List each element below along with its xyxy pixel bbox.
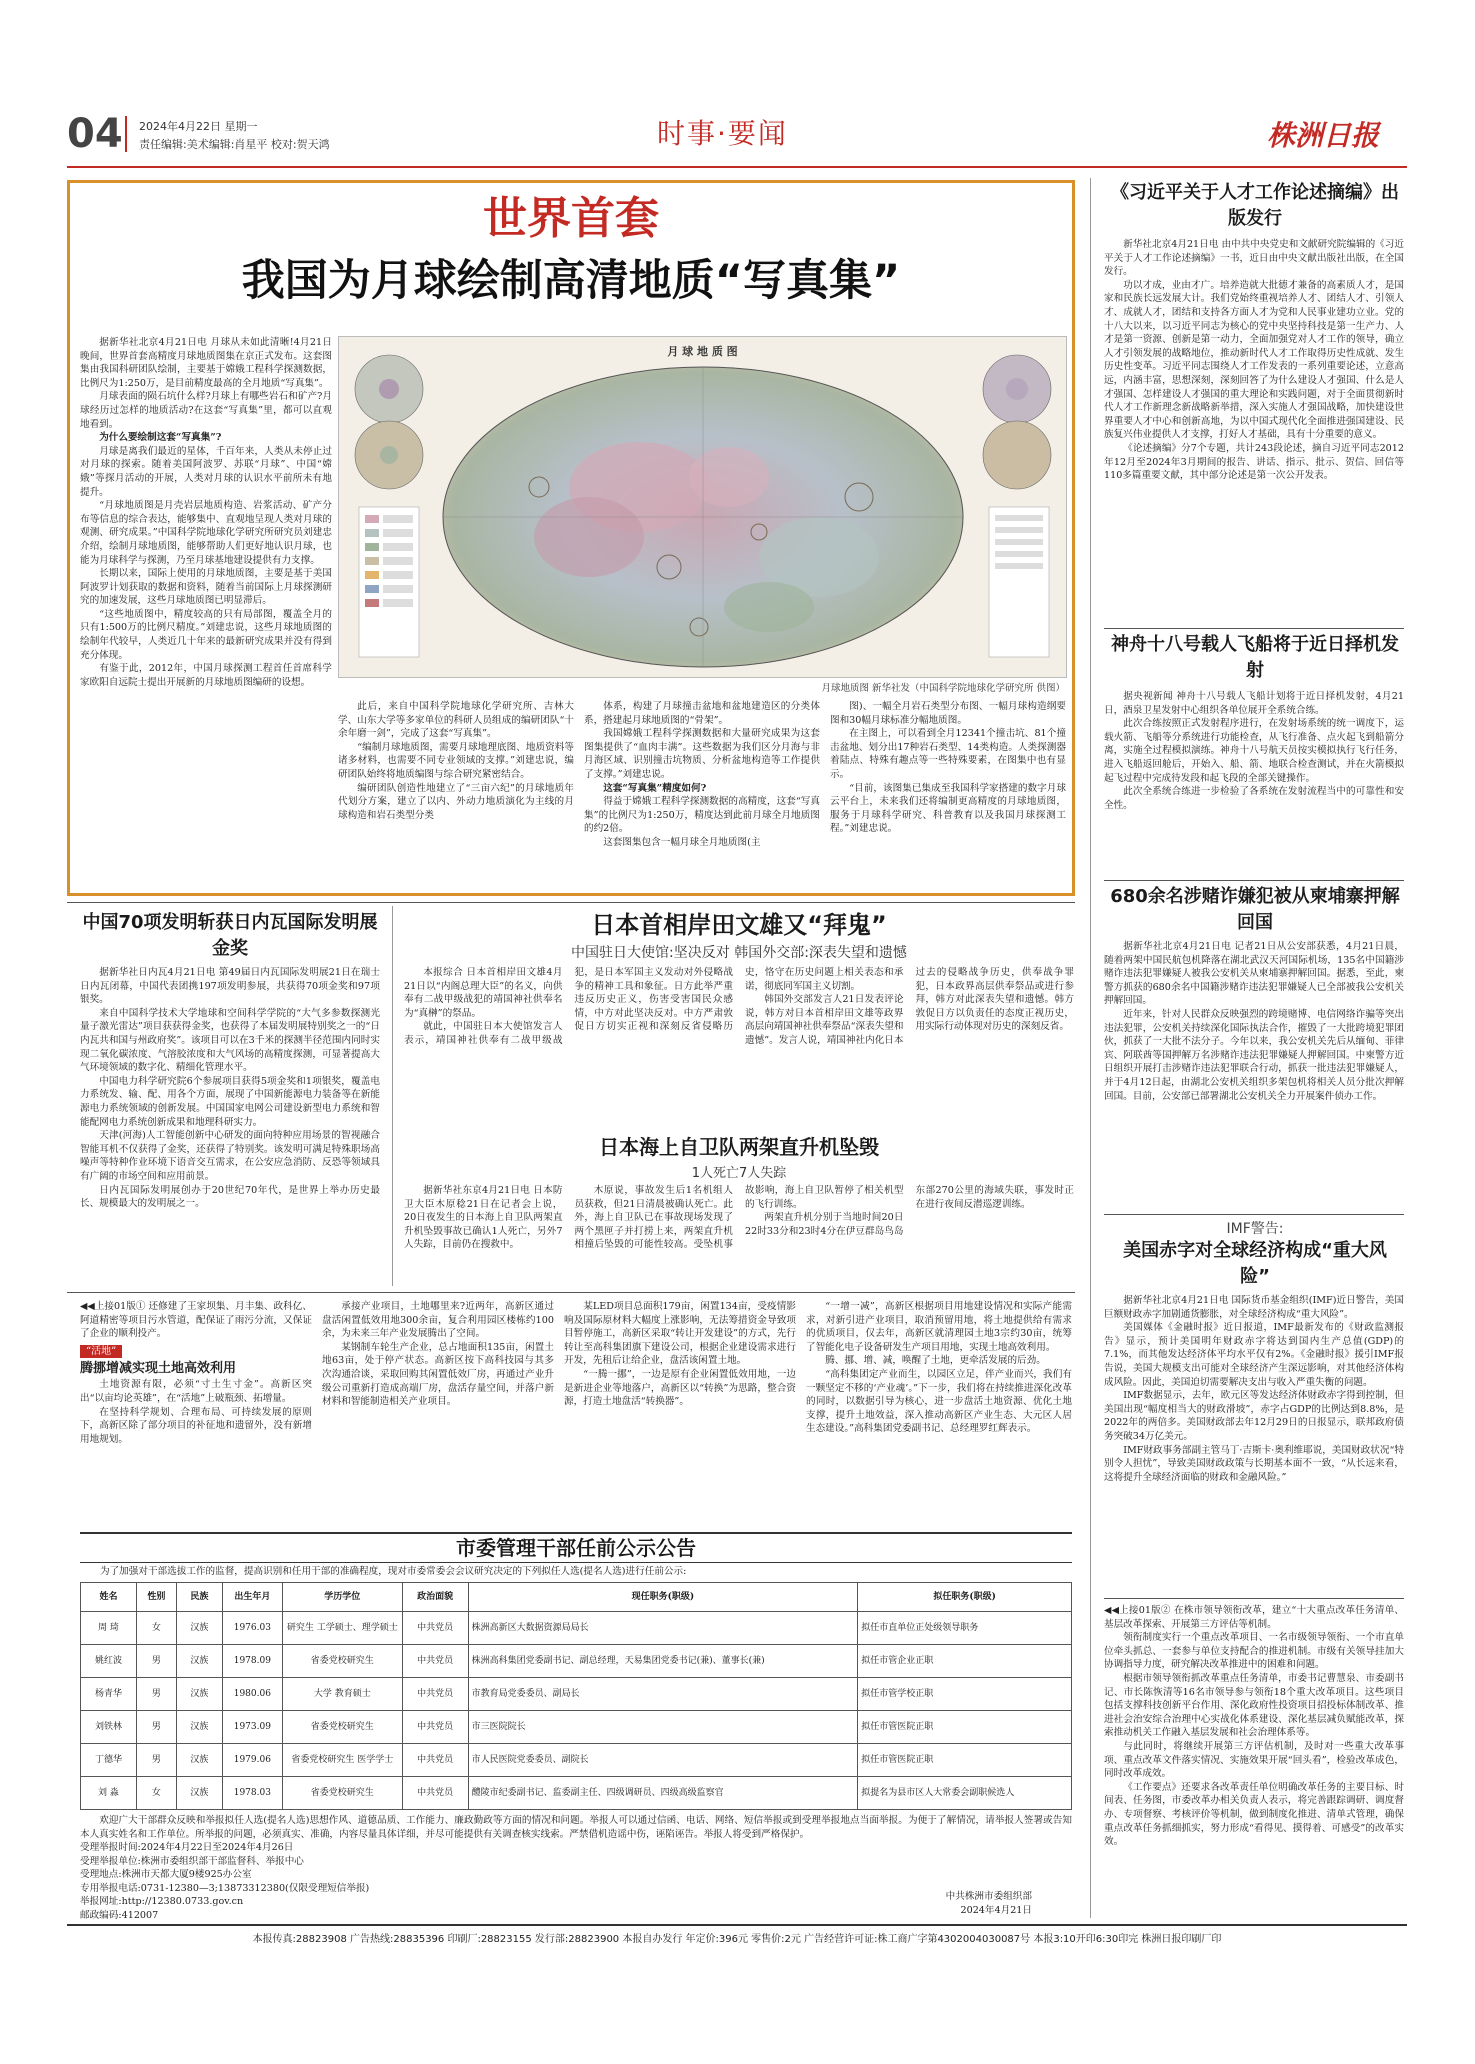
land-use-tag: “活地” xyxy=(80,1345,122,1359)
table-cell: 男 xyxy=(136,1744,176,1777)
table-header-cell: 拟任职务(职级) xyxy=(858,1583,1072,1612)
imf-body: 据新华社北京4月21日电 国际货币基金组织(IMF)近日警告，美国巨额财政赤字加剧通货膨胀，对全球经济构成“重大风险”。 美国媒体《金融时报》近日报道，IMF最新发布的《财政监测报告》显示，预计美国明年财政赤字将达到国内生产总值(GDP)的7.1%，而其他发达经济体平均水平仅有2%。《金融时报》援引IMF报告说，美国大规模支出可能对全球经济产生深远影响，对其他经济体构成风险。因此，美国迫切需要解决支出与收入严重失衡的问题。 IMF数据显示，去年，欧元区等发达经济体财政赤字得到控制，但美国出现“幅度相当大的财政滑坡”，赤字占GDP的比例达到8.8%，是2022年的两倍多。美国财政部去年12月29日的日报显示，联邦政府债务突破34万亿美元。 IMF财政事务部副主管马丁·吉斯卡·奥利维耶说，美国财政状况“特别令人担忧”，导致美国财政政策与长期基本面不一致，“从长远来看，这将提升全球经济面临的财政和金融风险。” xyxy=(1104,1295,1404,1483)
table-cell: 姚红波 xyxy=(81,1645,137,1678)
land-use-col-3: 某LED项目总面积179亩，闲置134亩，受疫情影响及国际原材料大幅度上涨影响，无法筹措资金导致项目暂停施工，高新区采取“转让开发建设”的方式，先行转让至高科集团旗下建设公司，根据企业建设需求进行开发，先租后让给企业，盘活该闲置土地。 “一腾一挪”，一边是原有企业闲置低效用地，一边是新进企业等地落户，高新区以“转换”为思路，整合资源，打造土地盘活“转换器”。 xyxy=(564,1301,796,1408)
table-header-cell: 性别 xyxy=(136,1583,176,1612)
table-cell: 市教育局党委委员、副局长 xyxy=(468,1678,858,1711)
table-cell: 刘 淼 xyxy=(81,1777,137,1810)
page-footer: 本报传真:28823908 广告热线:28835396 印刷厂:28823155 发行部:28823900 本报自办发行 年定价:396元 零售价:2元 广告经营许可证:株工商广字第4302004030087号 本报3:10开印6:30印完 株洲日报印刷厂印 xyxy=(252,1934,1222,1945)
sdf-headline: 日本海上自卫队两架直升机坠毁 xyxy=(599,1135,879,1159)
table-cell: 汉族 xyxy=(176,1645,222,1678)
sdf-subhead: 1人死亡7人失踪 xyxy=(691,1166,787,1181)
imf-headline: 美国赤字对全球经济构成“重大风险” xyxy=(1123,1240,1387,1287)
table-cell: 省委党校研究生 xyxy=(282,1711,402,1744)
notice-signoff-date: 2024年4月21日 xyxy=(960,1905,1032,1916)
table-cell: 中共党员 xyxy=(402,1612,468,1645)
table-cell: 1980.06 xyxy=(222,1678,282,1711)
page-number: 04 xyxy=(67,111,123,157)
masthead xyxy=(67,112,1407,164)
divider xyxy=(1104,880,1404,881)
talent-book-body: 新华社北京4月21日电 由中共中央党史和文献研究院编辑的《习近平关于人才工作论述摘编》一书，近日由中央文献出版社出版，在全国发行。 功以才成，业由才广。培养造就大批德才兼备的高素质人才，是国家和民族长远发展大计。我们党始终重视培养人才、团结人才、引领人才、成就人才，团结和支持各方面人才为党和人民事业建功立业。党的十八大以来，以习近平同志为核心的党中央坚持科技是第一生产力、人才是第一资源、创新是第一动力，全面加强党对人才工作的领导，确立人才引领发展的战略地位，推动新时代人才工作取得历史性成就、发生历史性变革。习近平同志围绕人才工作发表的一系列重要论述，立意高远，内涵丰富，思想深刻，深刻回答了为什么建设人才强国、什么是人才强国、怎样建设人才强国的重大理论和实践问题，对于全面贯彻新时代人才工作新理念新战略新举措，深入实施人才强国战略，加快建设世界重要人才中心和创新高地，为以中国式现代化全面推进强国建设、民族复兴伟业提供人才支撑，打好人才基础，具有十分重要的意义。 《论述摘编》分7个专题，共计243段论述，摘自习近平同志2012年12月至2024年3月期间的报告、讲话、指示、批示、贺信、回信等110多篇重要文献，其中部分论述是第一次公开发表。 xyxy=(1104,239,1404,482)
right-column-rule xyxy=(1090,178,1091,1918)
land-use-col-4: “一增一减”，高新区根据项目用地建设情况和实际产能需求，对新引进产业项目，取消预留用地，将土地提供给有需求的优质项目，仅去年，高新区就清理园土地3宗约30亩，统筹了智能化电子设备研发生产项目用地，实现土地高效利用。 腾、挪、增、减，唤醒了土地，更牵活发展的后劲。 “高科集团定产业而生，以园区立足，伴产业而兴，我们有一颗坚定不移的‘产业魂’。”下一步，我们将在持续推进深化改革的同时，以数据引导为核心，进一步盘活土地资源、优化土地支撑，提升土地效益，深入推动高新区产业生态、大元区人居生态建设。”高科集团党委副书记、总经理罗红辉表示。 xyxy=(806,1301,1072,1435)
table-cell: 汉族 xyxy=(176,1678,222,1711)
fraud-suspects-headline: 680余名涉赌诈嫌犯被从柬埔寨押解回国 xyxy=(1110,886,1400,933)
table-header-cell: 政治面貌 xyxy=(402,1583,468,1612)
table-cell: 中共党员 xyxy=(402,1777,468,1810)
feature-col-4: 图)、一幅全月岩石类型分布图、一幅月球构造纲要图和30幅月球标准分幅地质图。 在主图上，可以看到全月12341个撞击坑、81个撞击盆地、划分出17种岩石类型、14类构造。人类探测器着陆点、特殊有趣点等一些特殊要素，在图集中也有显示。 “目前，该图集已集成至我国科学家搭建的数字月球云平台上，未来我们还将编制更高精度的月球地质图，服务于月球科学研究、科普教育以及我国月球探测工程。”刘建忠说。 xyxy=(830,701,1066,835)
table-header-cell: 出生年月 xyxy=(222,1583,282,1612)
table-cell: 汉族 xyxy=(176,1612,222,1645)
table-cell: 女 xyxy=(136,1777,176,1810)
table-header-row xyxy=(81,1583,1072,1612)
table-cell: 拟任市管医院正职 xyxy=(858,1711,1072,1744)
shenzhou-headline: 神舟十八号载人飞船将于近日择机发射 xyxy=(1111,634,1399,681)
table-cell: 1979.06 xyxy=(222,1744,282,1777)
feature-col-1: 据新华社北京4月21日电 月球从未如此清晰!4月21日晚间，世界首套高精度月球地质图集在京正式发布。这套图集由我国科研团队绘制，主要基于嫦娥工程科学探测数据，比例尺为1:250万，是目前精度最高的全月地质“写真集”。 月球表面的陨石坑什么样?月球上有哪些岩石和矿产?月球经历过怎样的地质活动?在这套“写真集”里，都可以直观地看到。 为什么要绘制这套“写真集”? 月球是离我们最近的星体，千百年来，人类从未停止过对月球的探索。随着美国阿波罗、苏联“月球”、中国“嫦娥”等探月活动的开展，人类对月球的认识水平前所未有地提升。 “月球地质图是月壳岩层地质构造、岩浆活动、矿产分布等信息的综合表达，能够集中、直观地呈现人类对月球的观测、研究成果。”中国科学院地球化学研究所研究员刘建忠介绍，绘制月球地质图，能够帮助人们更好地认识月球，也能为月球科学与探测，乃至月球基地建设提供有力支撑。 长期以来，国际上使用的月球地质图，主要是基于美国阿波罗计划获取的数据和资料，随着当前国际上月球探测研究的加速发展，这些月球地质图已明显滞后。 “这些地质图中，精度较高的只有局部图，覆盖全月的只有1:500万的比例尺精度。”刘建忠说，这些月球地质图的绘制年代较早，人类近几十年来的最新研究成果并没有得到充分体现。 有鉴于此，2012年，中国月球探测工程首任首席科学家欧阳自远院士提出开展新的月球地质图编研的设想。 xyxy=(80,337,332,688)
table-row xyxy=(81,1744,1072,1777)
table-row xyxy=(81,1645,1072,1678)
public-notice xyxy=(80,1532,1072,1921)
table-cell: 株洲高科集团党委副书记、副总经理，天易集团党委书记(兼)、董事长(兼) xyxy=(468,1645,858,1678)
table-cell: 刘铁林 xyxy=(81,1711,137,1744)
table-cell: 拟任市管医院正职 xyxy=(858,1744,1072,1777)
table-cell: 1978.03 xyxy=(222,1777,282,1810)
table-cell: 男 xyxy=(136,1711,176,1744)
issue-date: 2024年4月22日 星期一 xyxy=(139,120,258,133)
editors-line: 责任编辑:美术编辑:肖星平 校对:贺天鸿 xyxy=(139,138,330,151)
table-cell: 中共党员 xyxy=(402,1678,468,1711)
table-header-cell: 民族 xyxy=(176,1583,222,1612)
land-use-subheading: 腾挪增减实现土地高效利用 xyxy=(80,1361,237,1377)
table-cell: 中共党员 xyxy=(402,1711,468,1744)
table-cell: 中共党员 xyxy=(402,1645,468,1678)
footer-rule xyxy=(67,1924,1407,1926)
candidate-table xyxy=(80,1582,1072,1810)
divider xyxy=(1104,1598,1404,1599)
feature-col-2: 此后，来自中国科学院地球化学研究所、吉林大学、山东大学等多家单位的科研人员组成的编研团队“十余年磨一剑”，完成了这套“写真集”。 “编制月球地质图，需要月球地理底图、地质资料等诸多材料，也需要不同专业领域的支撑。”刘建忠说，编研团队始终将地质编图与综合研究紧密结合。 编研团队创造性地建立了“三亩六纪”的月球地质年代划分方案，建立了以内、外动力地质演化为主线的月球构造和岩石类型分类 xyxy=(338,701,574,821)
table-row xyxy=(81,1711,1072,1744)
masthead-divider xyxy=(125,116,127,152)
moon-geologic-map xyxy=(338,336,1067,678)
notice-signoff-org: 中共株洲市委组织部 xyxy=(945,1891,1032,1902)
table-header-cell: 现任职务(职级) xyxy=(468,1583,858,1612)
japan-headline: 日本首相岸田文雄又“拜鬼” xyxy=(591,911,887,939)
table-cell: 汉族 xyxy=(176,1744,222,1777)
table-cell: 1978.09 xyxy=(222,1645,282,1678)
table-cell: 市人民医院党委委员、副院长 xyxy=(468,1744,858,1777)
table-cell: 1976.03 xyxy=(222,1612,282,1645)
table-cell: 醴陵市纪委副书记、监委副主任、四级调研员、四级高级监察官 xyxy=(468,1777,858,1810)
table-row xyxy=(81,1777,1072,1810)
table-cell: 拟任市直单位正处级领导职务 xyxy=(858,1612,1072,1645)
notice-title: 市委管理干部任前公示公告 xyxy=(80,1532,1072,1563)
table-cell: 省委党校研究生 xyxy=(282,1645,402,1678)
table-cell: 汉族 xyxy=(176,1711,222,1744)
divider xyxy=(1104,628,1404,629)
divider xyxy=(67,902,1075,903)
table-cell: 1973.09 xyxy=(222,1711,282,1744)
sdf-body: 据新华社东京4月21日电 日本防卫大臣木原稔21日在记者会上说，20日夜发生的日本海上自卫队两架直升机坠毁事故已确认1人死亡，另外7人失踪，目前仍在搜救中。 木原说，事故发生后1名机组人员获救，但21日清晨被确认死亡。此外，海上自卫队已在事故现场发现了两个黑匣子并打捞上来，两架直升机相撞后坠毁的可能性较高。受坠机事故影响，海上自卫队暂停了相关机型的飞行训练。 两架直升机分别于当地时间20日22时33分和23时4分在伊豆群岛鸟岛东部270公里的海域失联，事发时正在进行夜间反潜巡逻训练。 xyxy=(404,1185,1074,1251)
land-use-col-2: 承接产业项目，土地哪里来?近两年，高新区通过盘活闲置低效用地300余亩，复合利用园区楼栋约100余，为未来三年产业发展腾出了空间。 某钢制车轮生产企业，总占地面积135亩，闲置土地63亩，处于停产状态。高新区按下高科技园与其多次沟通洽谈，采取回购其闲置低效厂房，再通过产业升级公司重新打造成高端厂房，盘活存量空间，并落户新材料和智能制造相关产业项目。 xyxy=(322,1301,554,1408)
shenzhou-body: 据央视新闻 神舟十八号载人飞船计划将于近日择机发射，4月21日，酒泉卫星发射中心组织各单位展开全系统合练。 此次合练按照正式发射程序进行，在发射场系统的统一调度下，运载火箭、飞船等分系统进行功能检查，从飞行准备、点火起飞到船箭分离，实施全过程模拟演练。神舟十八号航天员按实模拟执行飞行任务，进入飞船返回舱后，开始入、船、箭、地联合检查测试，并在火箭模拟起飞过程中完成待发段和起飞段的全部关键操作。 此次全系统合练进一步检验了各系统在发射流程当中的可靠性和安全性。 xyxy=(1104,691,1404,811)
divider xyxy=(67,1292,1075,1293)
talent-book-headline: 《习近平关于人才工作论述摘编》出版发行 xyxy=(1111,182,1399,229)
column-rule xyxy=(392,906,393,1286)
map-title: 月 球 地 质 图 xyxy=(667,345,738,358)
table-header-cell: 学历学位 xyxy=(282,1583,402,1612)
table-cell: 周 琦 xyxy=(81,1612,137,1645)
table-header-cell: 姓名 xyxy=(81,1583,137,1612)
table-cell: 丁德华 xyxy=(81,1744,137,1777)
table-row xyxy=(81,1612,1072,1645)
table-cell: 男 xyxy=(136,1645,176,1678)
table-cell: 株洲高新区大数据资源局局长 xyxy=(468,1612,858,1645)
table-cell: 拟任市管学校正职 xyxy=(858,1678,1072,1711)
section-title: 时事·要闻 xyxy=(657,117,788,150)
feature-headline: 我国为月球绘制高清地质“写真集” xyxy=(241,256,901,306)
invention-headline: 中国70项发明斩获日内瓦国际发明展金奖 xyxy=(82,912,378,959)
newspaper-logo: 株洲日报 xyxy=(1267,119,1380,152)
table-cell: 省委党校研究生 医学学士 xyxy=(282,1744,402,1777)
table-cell: 市三医院院长 xyxy=(468,1711,858,1744)
table-cell: 汉族 xyxy=(176,1777,222,1810)
map-caption: 月球地质图 新华社发（中国科学院地球化学研究所 供图） xyxy=(821,683,1065,694)
table-cell: 大学 教育硕士 xyxy=(282,1678,402,1711)
table-cell: 杨青华 xyxy=(81,1678,137,1711)
table-cell: 拟提名为县市区人大常委会副职候选人 xyxy=(858,1777,1072,1810)
feature-col-3: 体系，构建了月球撞击盆地和盆地建造区的分类体系，搭建起月球地质图的“骨架”。 我国嫦娥工程科学探测数据和大量研究成果为这套图集提供了“血肉丰满”。这些数据为我们区分月海与非月海区域、识别撞击坑物质、分析盆地构造等工作提供了支撑。”刘建忠说。 这套“写真集”精度如何? 得益于嫦娥工程科学探测数据的高精度，这套“写真集”的比例尺为1:250万，精度达到此前月球全月地质图的约2倍。 这套图集包含一幅月球全月地质图(主 xyxy=(584,701,820,848)
table-cell: 中共党员 xyxy=(402,1744,468,1777)
land-use-col-1: ◀◀上接01版① 还修建了王家坝集、月丰集、政科亿、阿道精密等项目污水管道，配保证了雨污分流，又保证了企业的顺利投产。 “活地” 腾挪增减实现土地高效利用 土地资源有限，必须“寸土生寸金”。高新区突出“以亩均论英雄”，在“活地”上破瓶颈、拓增量。 在坚持科学规划、合理布局、可持续发展的原则下，高新区除了部分项目的补征地和遗留外，没有新增用地规划。 xyxy=(80,1301,312,1445)
table-cell: 省委党校研究生 xyxy=(282,1777,402,1810)
reform-continuation: ◀◀上接01版② 在株市领导领衔改革，建立“十大重点改革任务清单、基层改革探索、开展第三方评估等机制。 领衔制度实行一个重点改革项目、一名市级领导领衔、一个市直单位牵头抓总、一套参与单位支持配合的推进机制。市级有关领导挂加大协调指导力度，研究解决改革推进中的困难和问题。 根据市领导领衔抓改革重点任务清单，市委书记曹慧泉、市委副书记、市长陈恢清等16名市领导参与领衔18个重大改革项目。这些项目包括支撑科技创新平台作用、深化政府性投资项目招投标体制改革、推进社会治安综合治理中心实战化体系建设、深化基层减负赋能改革，探索推动机关工作融入基层发展和社会治理体系等。 与此同时，将继续开展第三方评估机制，及时对一些重大改革事项、重点改革文件落实情况、实施效果开展“回头看”，检验改革成色，同时改革成效。 《工作要点》还要求各改革责任单位明确改革任务的主要目标、时间表、任务图，市委改革办相关负责人表示，将完善跟踪调研、调度督办、专项督察、考核评价等机制，做到制度化推进、清单式管理，确保重点改革任务抓细抓实，努力形成“看得见、摸得着、可感受”的改革实效。 xyxy=(1104,1605,1404,1848)
table-row xyxy=(81,1678,1072,1711)
table-cell: 女 xyxy=(136,1612,176,1645)
table-cell: 拟任市管企业正职 xyxy=(858,1645,1072,1678)
divider xyxy=(1104,1214,1404,1215)
japan-body: 本报综合 日本首相岸田文雄4月21日以“内阁总理大臣”的名义，向供奉有二战甲级战犯的靖国神社供奉名为“真榊”的祭品。 就此，中国驻日本大使馆发言人表示，靖国神社供奉有二战甲级战犯，是日本军国主义发动对外侵略战争的精神工具和象征。日方此举严重违反历史正义，伤害受害国民众感情，中方对此坚决反对。中方严肃敦促日方切实正视和深刻反省侵略历史，恪守在历史问题上相关表态和承诺，彻底同军国主义切割。 韩国外交部发言人21日发表评论说，韩方对日本首相岸田文雄等政界高层向靖国神社供奉祭品“深表失望和遗憾”。发言人说，靖国神社内化日本过去的侵略战争历史，供奉战争罪犯，日本政界高层供奉祭品或进行参拜，韩方对此深表失望和遗憾。韩方敦促日方以负责任的态度正视历史，用实际行动体现对历史的深刻反省。 xyxy=(404,967,1074,1046)
fraud-suspects-body: 据新华社北京4月21日电 记者21日从公安部获悉，4月21日晨，随着两架中国民航包机降落在湖北武汉天河国际机场，135名中国籍涉赌诈违法犯罪嫌疑人被我公安机关从柬埔寨押解回国。据悉，至此，柬警方抓获的680余名中国籍涉赌诈违法犯罪嫌疑人已全部被我公安机关押解回国。 近年来，针对人民群众反映强烈的跨境赌博、电信网络诈骗等突出违法犯罪，公安机关持续深化国际执法合作，摧毁了一大批跨境犯罪团伙，抓获了一大批不法分子。今年以来，我公安机关先后从缅甸、菲律宾、阿联酋等国押解万名涉赌诈违法犯罪嫌疑人押解回国。中柬警方近日组织开展打击涉赌诈违法犯罪联合行动，抓获一批违法犯罪嫌疑人，并于4月12日起，由湖北公安机关组织多架包机将相关人员分批次押解回国。目前，公安部已部署湖北公安机关全力开展案件侦办工作。 xyxy=(1104,941,1404,1102)
invention-body: 据新华社日内瓦4月21日电 第49届日内瓦国际发明展21日在瑞士日内瓦闭幕，中国代表团携197项发明参展，共获得70项金奖和97项银奖。 来自中国科学技术大学地球和空间科学学院的“大气多参数探测光量子激光雷达”项目获获得金奖，也获得了本届发明展特别奖之一的“日内瓦共和国与州政府奖”。该项目可以在3千米的探测半径范围内同时实现二氧化碳浓度、气溶胶浓度和大气风场的高精度探测，可显著提高大气环境领域的数字化、精细化管理水平。 中国电力科学研究院6个参展项目获得5项金奖和1项银奖，覆盖电力系统发、输、配、用各个方面，展现了中国新能源电力装备等在新能源电力系统领域的创新发展。中国国家电网公司建设新型电力系统和智能配网电力系统创新成果和地理科研实力。 天津(河海)人工智能创新中心研发的面向特种应用场景的智视融合智能耳机不仅获得了金奖，还获得了特别奖。该发明可满足特殊职场高噪声等特种作业环境下语音交互需求，在公安应急消防、反恐等领域具有广阔的市场空间和应用前景。 日内瓦国际发明展创办于20世纪70年代，是世界上举办历史最长、规模最大的发明展之一。 xyxy=(80,967,380,1210)
japan-subhead: 中国驻日大使馆:坚决反对 韩国外交部:深表失望和遗憾 xyxy=(571,945,907,961)
imf-kicker: IMF警告: xyxy=(1226,1221,1284,1237)
header-rule xyxy=(67,166,1407,168)
table-cell: 男 xyxy=(136,1678,176,1711)
moon-map-graphic xyxy=(339,337,1066,677)
table-cell: 研究生 工学硕士、理学硕士 xyxy=(282,1612,402,1645)
feature-kicker: 世界首套 xyxy=(483,193,659,244)
notice-footer: 欢迎广大干部群众反映和举报拟任人选(提名人选)思想作风、道德品质、工作能力、廉政勤政等方面的情况和问题。举报人可以通过信函、电话、网络、短信举报或到受理举报地点当面举报。为便于了解情况，请举报人签署或告知本人真实姓名和工作单位。所举报的问题，必须真实、准确，内容尽量具体详细，并尽可能提供有关调查核实线索。严禁借机造谣中伤，诬陷诬告。举报人将受到严格保护。 受理举报时间:2024年4月22日至2024年4月26日 受理举报单位:株洲市委组织部干部监督科、举报中心 受理地点:株洲市天都大厦9楼925办公室 专用举报电话:0731-12380—3;13873312380(仅限受理短信举报) 举报网址:http://12380.0733.gov.cn 邮政编码:412007 xyxy=(80,1815,1072,1921)
notice-intro: 为了加强对干部选拔工作的监督，提高识别和任用干部的准确程度，现对市委常委会会议研究决定的下列拟任人选(提名人选)进行任前公示: xyxy=(100,1566,687,1577)
